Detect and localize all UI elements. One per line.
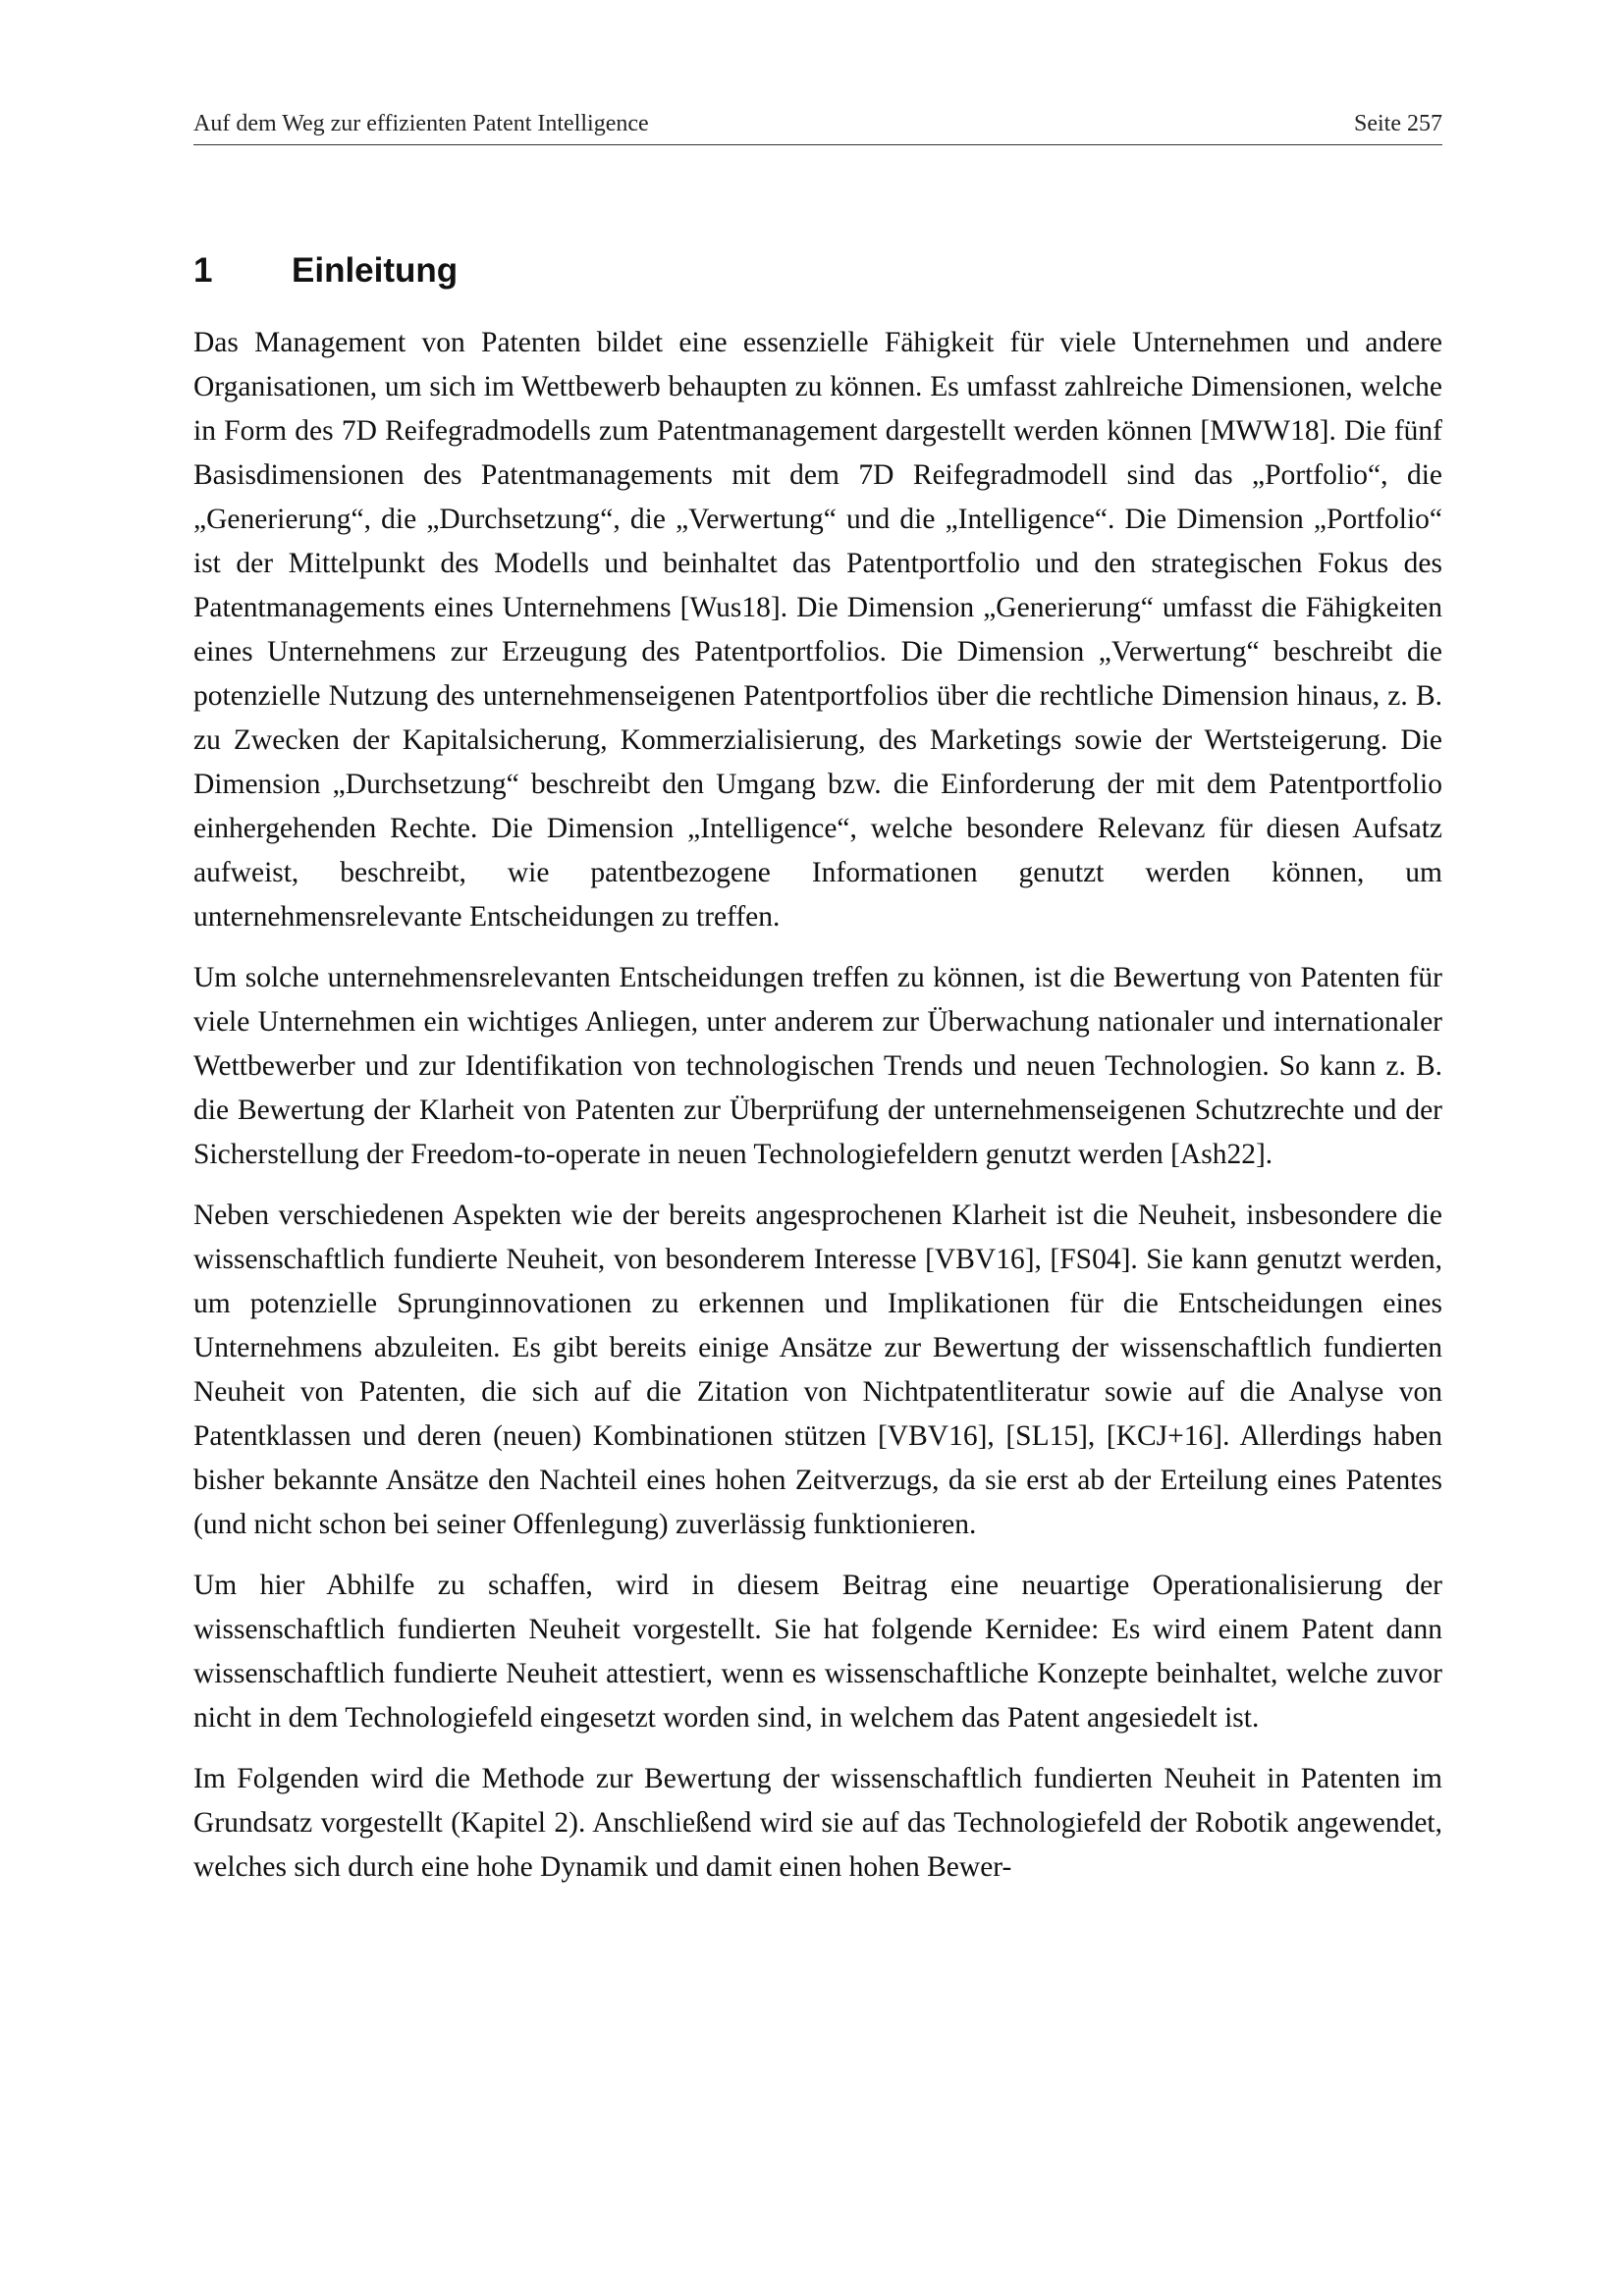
body-text: [193, 321, 1442, 1906]
page-number: Seite 257: [1354, 111, 1442, 136]
document-page: [193, 0, 1442, 2296]
paragraph-5: Im Folgenden wird die Methode zur Bewertung der wissenschaftlich fundierten Neuheit in Patenten im Grundsatz vorgestellt (Kapitel 2). Anschließend wird sie auf das Technologiefeld der Robotik angewendet, welches sich durch eine hohe Dynamik und damit einen hohen Bewer-: [193, 1763, 1442, 1883]
running-header: [193, 109, 1442, 145]
section-number: 1: [193, 251, 213, 290]
paragraph-3: Neben verschiedenen Aspekten wie der bereits angesprochenen Klarheit ist die Neuheit, insbesondere die wissenschaftlich fundierte Neuheit, von besonderem Interesse [VBV16], [FS04]. Sie kann genutzt werden, um potenzielle Sprunginnovationen zu erkennen und Implikationen für die Entscheidungen eines Unternehmens abzuleiten. Es gibt bereits einige Ansätze zur Bewertung der wissenschaftlich fundierten Neuheit von Patenten, die sich auf die Zitation von Nichtpatentliteratur sowie auf die Analyse von Patentklassen und deren (neuen) Kombinationen stützen [VBV16], [SL15], [KCJ+16]. Allerdings haben bisher bekannte Ansätze den Nachteil eines hohen Zeitverzugs, da sie erst ab der Erteilung eines Patentes (und nicht schon bei seiner Offenlegung) zuverlässig funktionieren.: [193, 1200, 1442, 1540]
paragraph-4: Um hier Abhilfe zu schaffen, wird in diesem Beitrag eine neuartige Operationalisierung der wissenschaftlich fundierten Neuheit vorgestellt. Sie hat folgende Kernidee: Es wird einem Patent dann wissenschaftlich fundierte Neuheit attestiert, wenn es wissenschaftliche Konzepte beinhaltet, welche zuvor nicht in dem Technologiefeld eingesetzt worden sind, in welchem das Patent angesiedelt ist.: [193, 1570, 1442, 1734]
running-title: Auf dem Weg zur effizienten Patent Intelligence: [193, 111, 649, 136]
section-title: Einleitung: [292, 251, 459, 290]
section-heading: [193, 247, 458, 294]
paragraph-1: Das Management von Patenten bildet eine essenzielle Fähigkeit für viele Unternehmen und andere Organisationen, um sich im Wettbewerb behaupten zu können. Es umfasst zahlreiche Dimensionen, welche in Form des 7D Reifegradmodells zum Patentmanagement dargestellt werden können [MWW18]. Die fünf Basisdimensionen des Patentmanagements mit dem 7D Reifegradmodell sind das „Portfolio“, die „Generierung“, die „Durchsetzung“, die „Verwertung“ und die „Intelligence“. Die Dimension „Portfolio“ ist der Mittelpunkt des Modells und beinhaltet das Patentportfolio und den strategischen Fokus des Patentmanagements eines Unternehmens [Wus18]. Die Dimension „Generierung“ umfasst die Fähigkeiten eines Unternehmens zur Erzeugung des Patentportfolios. Die Dimension „Verwertung“ beschreibt die potenzielle Nutzung des unternehmenseigenen Patentportfolios über die rechtliche Dimension hinaus, z. B. zu Zwecken der Kapitalsicherung, Kommerzialisierung, des Marketings sowie der Wertsteigerung. Die Dimension „Durchsetzung“ beschreibt den Umgang bzw. die Einforderung der mit dem Patentportfolio einhergehenden Rechte. Die Dimension „Intelligence“, welche besondere Relevanz für diesen Aufsatz aufweist, beschreibt, wie patentbezogene Informationen genutzt werden können, um unternehmensrelevante Entscheidungen zu treffen.: [193, 327, 1442, 933]
paragraph-2: Um solche unternehmensrelevanten Entscheidungen treffen zu können, ist die Bewertung von Patenten für viele Unternehmen ein wichtiges Anliegen, unter anderem zur Überwachung nationaler und internationaler Wettbewerber und zur Identifikation von technologischen Trends und neuen Technologien. So kann z. B. die Bewertung der Klarheit von Patenten zur Überprüfung der unternehmenseigenen Schutzrechte und der Sicherstellung der Freedom-to-operate in neuen Technologiefeldern genutzt werden [Ash22].: [193, 962, 1442, 1170]
